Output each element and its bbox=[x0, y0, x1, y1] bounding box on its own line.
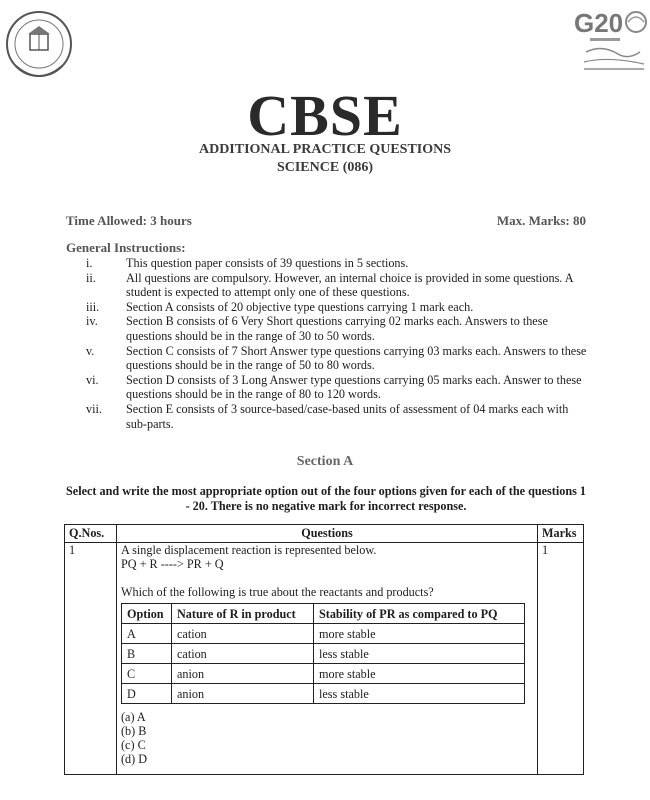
instruction-item bbox=[86, 373, 590, 402]
cell-nature: anion bbox=[172, 684, 314, 704]
questions-table bbox=[64, 524, 584, 775]
instruction-number: iv. bbox=[86, 314, 98, 329]
instruction-number: ii. bbox=[86, 270, 96, 285]
col-option: Option bbox=[122, 604, 172, 624]
header-qno: Q.Nos. bbox=[65, 525, 117, 543]
answer-option: (c) C bbox=[121, 738, 146, 752]
instruction-text: Section E consists of 3 source-based/case-based units of assessment of 04 marks each with sub-parts. bbox=[126, 401, 569, 431]
cell-option: A bbox=[122, 624, 172, 644]
instruction-number: vii. bbox=[86, 401, 102, 416]
instruction-text: Section C consists of 7 Short Answer type questions carrying 03 marks each. Answers to these questions should be in the range of 50 to 80 words. bbox=[126, 343, 587, 373]
instruction-number: vi. bbox=[86, 372, 99, 387]
cell-option: B bbox=[122, 644, 172, 664]
time-allowed: Time Allowed: 3 hours bbox=[66, 213, 192, 228]
options-table-row bbox=[122, 644, 525, 664]
options-table-row bbox=[122, 664, 525, 684]
cell-nature: cation bbox=[172, 624, 314, 644]
options-table-row bbox=[122, 684, 525, 704]
instruction-item bbox=[86, 402, 590, 431]
cell-stability: more stable bbox=[314, 664, 525, 684]
cell-option: C bbox=[122, 664, 172, 684]
header-marks: Marks bbox=[538, 525, 584, 543]
g20-logo-icon bbox=[572, 4, 650, 80]
options-table-row bbox=[122, 624, 525, 644]
cell-stability: less stable bbox=[314, 684, 525, 704]
section-description: Select and write the most appropriate option out of the four options given for each of the questions 1 - 20. There is no negative mark for incorrect response. bbox=[66, 484, 586, 513]
section-title: Section A bbox=[296, 454, 354, 469]
options-table bbox=[121, 603, 525, 704]
reaction-equation: PQ + R ----> PR + Q bbox=[121, 557, 224, 571]
instruction-item bbox=[86, 344, 590, 373]
answer-option: (b) B bbox=[121, 724, 147, 738]
answer-options bbox=[121, 710, 533, 766]
instruction-text: Section B consists of 6 Very Short questions carrying 02 marks each. Answers to these questions should be in the range of 30 to 50 words. bbox=[126, 314, 548, 343]
instruction-item bbox=[86, 314, 590, 343]
max-marks: Max. Marks: 80 bbox=[496, 213, 586, 228]
page-title: CBSE bbox=[247, 83, 403, 148]
header-questions: Questions bbox=[117, 525, 538, 543]
instruction-text: Section D consists of 3 Long Answer type questions carrying 05 marks each. Answer to these questions should be in the range of 80 to 120 words. bbox=[126, 372, 582, 402]
instruction-item bbox=[86, 300, 590, 315]
answer-option: (d) D bbox=[121, 752, 148, 766]
question-cell bbox=[117, 543, 538, 775]
instruction-number: v. bbox=[86, 343, 95, 358]
instruction-item bbox=[86, 256, 590, 271]
col-stability: Stability of PR as compared to PQ bbox=[314, 604, 525, 624]
cell-stability: less stable bbox=[314, 644, 525, 664]
cell-nature: anion bbox=[172, 664, 314, 684]
answer-option: (a) A bbox=[121, 710, 146, 724]
general-instructions-heading: General Instructions: bbox=[66, 240, 186, 255]
instruction-item bbox=[86, 271, 590, 300]
svg-text:G20: G20 bbox=[574, 8, 624, 38]
subtitle-practice-questions: ADDITIONAL PRACTICE QUESTIONS bbox=[198, 142, 452, 157]
table-row bbox=[65, 543, 584, 775]
cbse-emblem-icon bbox=[4, 4, 74, 88]
question-text: A single displacement reaction is represented below. bbox=[121, 543, 377, 557]
instruction-text: All questions are compulsory. However, an internal choice is provided in some questions. A student is expected to attempt only one of these questions. bbox=[126, 270, 573, 300]
question-number: 1 bbox=[65, 543, 117, 775]
instruction-text: This question paper consists of 39 questions in 5 sections. bbox=[126, 256, 409, 270]
cell-stability: more stable bbox=[314, 624, 525, 644]
instruction-number: i. bbox=[86, 256, 93, 270]
question-prompt: Which of the following is true about the reactants and products? bbox=[121, 585, 434, 599]
instruction-number: iii. bbox=[86, 299, 100, 314]
subtitle-subject: SCIENCE (086) bbox=[276, 160, 374, 175]
question-marks: 1 bbox=[538, 543, 584, 775]
instructions-list bbox=[86, 256, 590, 431]
cell-nature: cation bbox=[172, 644, 314, 664]
table-header-row bbox=[65, 525, 584, 543]
options-table-header bbox=[122, 604, 525, 624]
col-nature: Nature of R in product bbox=[172, 604, 314, 624]
cell-option: D bbox=[122, 684, 172, 704]
instruction-text: Section A consists of 20 objective type questions carrying 1 mark each. bbox=[126, 299, 474, 314]
